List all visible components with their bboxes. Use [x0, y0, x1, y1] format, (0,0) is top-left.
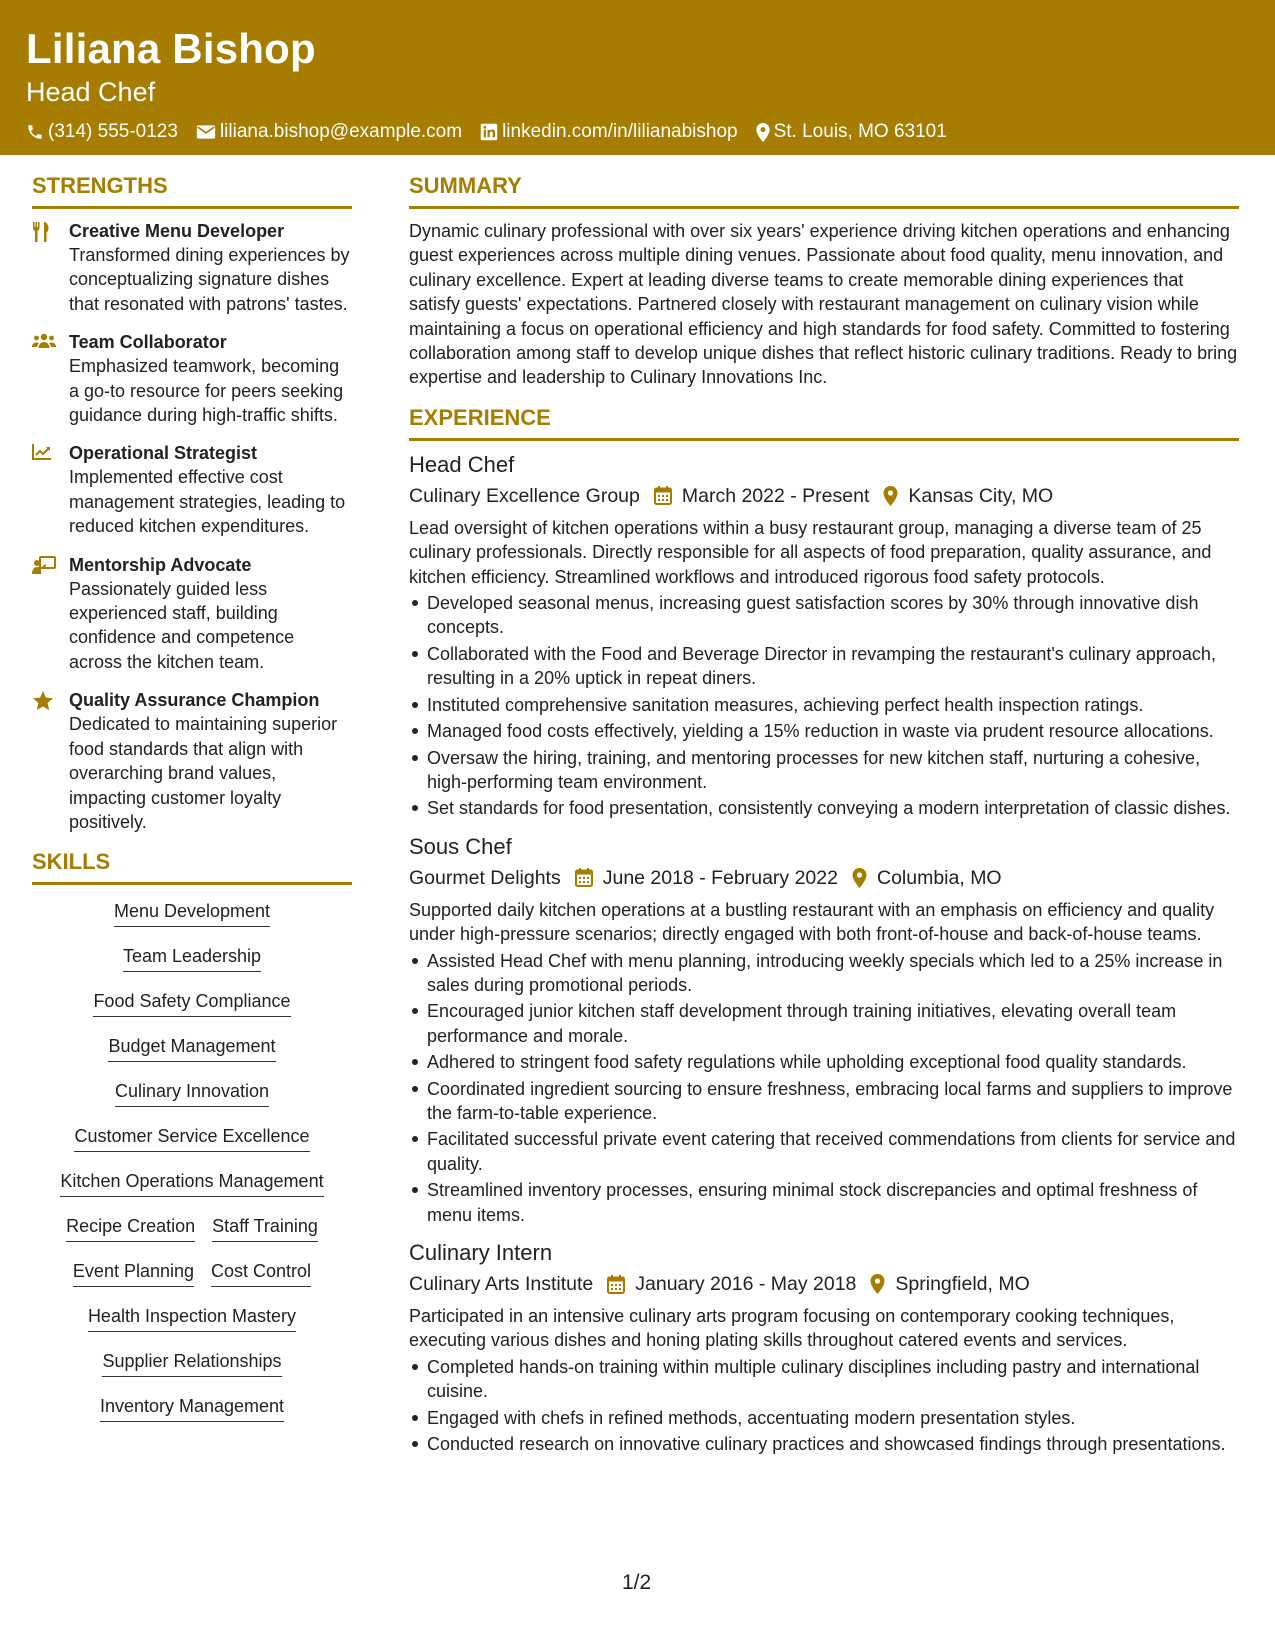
contact-bar: [26, 120, 1249, 144]
strength-title: Operational Strategist: [69, 443, 258, 464]
skill-tag: Culinary Innovation: [115, 1079, 269, 1107]
strength-title: Creative Menu Developer: [69, 221, 285, 241]
bullet-item: Streamlined inventory processes, ensuring minimal stock discrepancies and optimal freshness of menu items.: [409, 1178, 1239, 1227]
job-location: Kansas City, MO: [908, 484, 1054, 507]
strength-desc: Emphasized teamwork, becoming a go-to resource for peers seeking guidance during high-traffic shifts.: [69, 356, 344, 426]
job-dates: March 2022 - Present: [681, 484, 870, 507]
skill-tag: Cost Control: [211, 1259, 311, 1287]
job-meta: [409, 864, 1239, 892]
utensils-icon: [32, 222, 50, 242]
job-bullets: [409, 949, 1239, 1227]
summary-heading: SUMMARY: [409, 172, 1239, 209]
skills-heading: SKILLS: [32, 848, 352, 885]
candidate-name: Liliana Bishop: [26, 25, 316, 72]
page-number: 1/2: [622, 1571, 652, 1594]
calendar-icon: [607, 1275, 625, 1294]
job-location: Columbia, MO: [876, 866, 1002, 889]
strength-title: Mentorship Advocate: [69, 554, 252, 575]
envelope-icon: [196, 124, 216, 140]
strength-item: [32, 219, 352, 316]
phone-icon: [26, 123, 44, 141]
bullet-item: Completed hands-on training within multiple culinary disciplines including pastry and international cuisine.: [409, 1355, 1239, 1404]
contact-phone[interactable]: [26, 120, 178, 144]
skill-tag: Food Safety Compliance: [93, 989, 290, 1017]
skill-tag: Customer Service Excellence: [74, 1124, 309, 1152]
bullet-item: Adhered to stringent food safety regulations while upholding exceptional food quality standards.: [409, 1050, 1239, 1074]
map-marker-icon: [852, 868, 867, 888]
job-title: Head Chef: [409, 451, 515, 477]
calendar-icon: [575, 868, 593, 887]
map-marker-icon: [756, 123, 770, 142]
job-location: Springfield, MO: [895, 1273, 1030, 1295]
strength-desc: Dedicated to maintaining superior food standards that align with overarching brand values, impacting customer loyalty positively.: [69, 714, 338, 832]
job-title: Sous Chef: [409, 833, 512, 859]
experience-heading: EXPERIENCE: [409, 404, 1239, 441]
skill-tag: Kitchen Operations Management: [60, 1169, 323, 1197]
job-description: Participated in an intensive culinary arts program focusing on contemporary cooking techniques, executing various dishes and honing plating skills throughout catered events and services.: [409, 1306, 1175, 1351]
strength-desc: Transformed dining experiences by conceptualizing signature dishes that resonated with patrons' tastes.: [69, 245, 350, 314]
skill-tag: Event Planning: [73, 1259, 194, 1287]
strength-desc: Implemented effective cost management strategies, leading to reduced kitchen expenditures.: [69, 467, 346, 537]
bullet-item: Conducted research on innovative culinary practices and showcased findings through presentations.: [409, 1432, 1239, 1456]
location-text: St. Louis, MO 63101: [773, 121, 947, 142]
map-marker-icon: [883, 486, 898, 506]
experience-list: [409, 451, 1239, 1457]
strengths-heading: STRENGTHS: [32, 172, 352, 209]
skill-tag: Budget Management: [108, 1034, 275, 1062]
phone-text: (314) 555-0123: [48, 121, 178, 142]
strength-item: [32, 553, 352, 675]
bullet-item: Encouraged junior kitchen staff development through training initiatives, elevating overall team performance and morale.: [409, 999, 1239, 1048]
chart-line-icon: [32, 444, 52, 460]
skill-tag: Health Inspection Mastery: [88, 1304, 296, 1332]
job-title: Culinary Intern: [409, 1240, 553, 1265]
skills-list: [32, 899, 352, 1439]
bullet-item: Facilitated successful private event catering that received commendations from clients for service and quality.: [409, 1127, 1239, 1176]
bullet-item: Instituted comprehensive sanitation measures, achieving perfect health inspection ratings.: [409, 693, 1239, 717]
bullet-item: Coordinated ingredient sourcing to ensure freshness, embracing local farms and suppliers to improve the farm-to-table experience.: [409, 1077, 1239, 1126]
bullet-item: Assisted Head Chef with menu planning, introducing weekly specials which led to a 25% increase in sales during promotional periods.: [409, 949, 1239, 998]
strength-desc: Passionately guided less experienced staff, building confidence and competence across the kitchen team.: [69, 578, 295, 672]
resume-header: [0, 0, 1275, 155]
job-meta: [409, 1270, 1239, 1298]
bullet-item: Managed food costs effectively, yielding a 15% reduction in waste via prudent resource allocations.: [409, 719, 1239, 743]
strength-title: Team Collaborator: [69, 332, 227, 353]
bullet-item: Developed seasonal menus, increasing guest satisfaction scores by 30% through innovative dish concepts.: [409, 591, 1239, 640]
email-text: liliana.bishop@example.com: [219, 121, 463, 142]
linkedin-text: linkedin.com/in/lilianabishop: [502, 121, 738, 142]
skill-tag: Recipe Creation: [66, 1214, 195, 1242]
bullet-item: Oversaw the hiring, training, and mentoring processes for new kitchen staff, nurturing a cohesive, high-performing team environment.: [409, 746, 1239, 795]
contact-linkedin[interactable]: [480, 120, 738, 144]
job-bullets: [409, 591, 1239, 821]
candidate-title: Head Chef: [26, 77, 156, 107]
left-column: [32, 172, 352, 1439]
chalkboard-teacher-icon: [32, 556, 56, 574]
strength-item: [32, 441, 352, 538]
job-entry: [409, 451, 1239, 821]
bullet-item: Set standards for food presentation, consistently conveying a modern interpretation of classic dishes.: [409, 796, 1239, 820]
contact-email[interactable]: [196, 120, 462, 144]
job-dates: January 2016 - May 2018: [635, 1273, 857, 1295]
job-bullets: [409, 1355, 1239, 1457]
skill-tag: Supplier Relationships: [102, 1349, 281, 1377]
skill-tag: Menu Development: [114, 899, 270, 927]
job-dates: June 2018 - February 2022: [602, 866, 838, 889]
star-icon: [32, 691, 54, 712]
job-meta: [409, 482, 1239, 510]
summary-text: Dynamic culinary professional with over six years' experience driving kitchen operations and enhancing guest experiences across multiple dining venues. Passionate about food quality, menu innovation, and culinary excellence. Expert at leading diverse teams to create memorable dining experiences that satisfy guests' expectations. Partnered closely with restaurant management on culinary vision while maintaining a focus on operational efficiency and high standards for food safety. Committed to fostering collaboration among staff to develop unique dishes that reflect historic culinary traditions. Ready to bring expertise and leadership to Culinary Innovations Inc.: [409, 221, 1238, 388]
skill-tag: Inventory Management: [100, 1394, 284, 1422]
bullet-item: Collaborated with the Food and Beverage Director in revamping the restaurant's culinary approach, resulting in a 20% uptick in repeat diners.: [409, 642, 1239, 691]
job-description: Supported daily kitchen operations at a bustling restaurant with an emphasis on efficiency and quality under high-pressure scenarios; directly engaged with both front-of-house and back-of-house teams.: [409, 899, 1215, 945]
strength-item: [32, 688, 352, 834]
job-description: Lead oversight of kitchen operations within a busy restaurant group, managing a diverse team of 25 culinary professionals. Directly responsible for all aspects of food preparation, quality assurance, and kitchen efficiency. Streamlined workflows and introduced rigorous food safety protocols.: [409, 517, 1212, 587]
job-company: Gourmet Delights: [409, 866, 561, 889]
job-company: Culinary Excellence Group: [409, 484, 640, 507]
contact-location: [756, 120, 947, 144]
skill-tag: Staff Training: [212, 1214, 318, 1242]
job-company: Culinary Arts Institute: [409, 1273, 594, 1295]
job-entry: [409, 833, 1239, 1227]
strength-title: Quality Assurance Champion: [69, 690, 320, 711]
right-column: [409, 172, 1239, 1468]
bullet-item: Engaged with chefs in refined methods, accentuating modern presentation styles.: [409, 1406, 1239, 1430]
skill-tag: Team Leadership: [123, 944, 261, 972]
strength-item: [32, 330, 352, 427]
map-marker-icon: [870, 1274, 885, 1294]
calendar-icon: [654, 486, 672, 505]
job-entry: [409, 1239, 1239, 1456]
people-group-icon: [32, 333, 56, 349]
linkedin-icon: [480, 123, 498, 141]
